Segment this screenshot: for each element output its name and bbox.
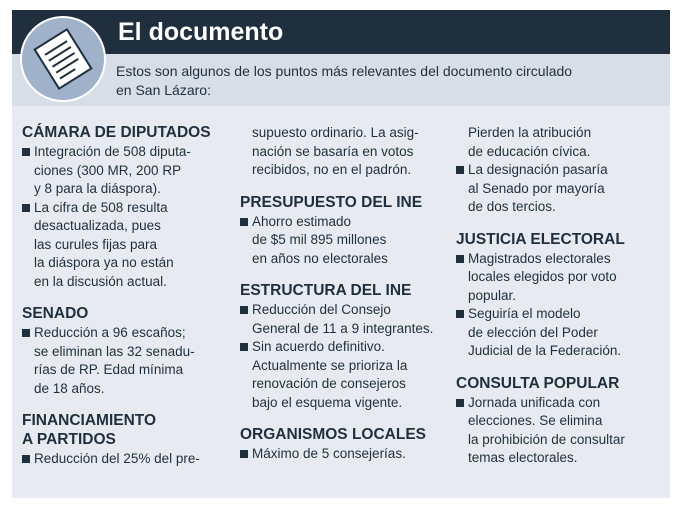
bullet-square-icon xyxy=(22,455,30,463)
bullet-line: de 18 años. xyxy=(34,380,105,396)
bullet-camara-1 xyxy=(22,143,227,162)
bullet-line: renovación de consejeros xyxy=(252,376,406,391)
bullet-line: General de 11 a 9 integrantes. xyxy=(252,320,434,336)
section-title-camara: CÁMARA DE DIPUTADOS xyxy=(22,124,211,141)
bullet-square-icon xyxy=(240,218,248,226)
bullet-camara-2 xyxy=(22,199,227,218)
bullet-line: de educación cívica. xyxy=(468,143,591,159)
bullet-estructura-2 xyxy=(240,338,440,357)
section-title-estructura: ESTRUCTURA DEL INE xyxy=(240,282,412,299)
bullet-line: Seguiría el modelo xyxy=(468,306,581,321)
bullet-presupuesto-1 xyxy=(240,213,440,232)
intro-line: Estos son algunos de los puntos más relevantes del documento circulado xyxy=(116,63,573,79)
bullet-line: temas electorales. xyxy=(468,450,578,465)
intro-text xyxy=(116,62,646,100)
bullet-square-icon xyxy=(456,255,464,263)
bullet-consulta-1 xyxy=(456,394,656,413)
bullet-senado-1 xyxy=(22,324,227,343)
column-3 xyxy=(456,124,656,468)
bullet-line: elecciones. Se elimina xyxy=(468,413,603,428)
section-title-organismos: ORGANISMOS LOCALES xyxy=(240,426,427,443)
bullet-line: supuesto ordinario. La asig- xyxy=(252,125,419,140)
bullet-line: se eliminan las 32 senadu- xyxy=(34,343,195,359)
bullet-justicia-2 xyxy=(456,305,656,324)
page-title: El documento xyxy=(118,18,284,46)
bullet-line: Reducción del 25% del pre- xyxy=(34,451,200,466)
bullet-line: de elección del Poder xyxy=(468,324,598,340)
bullet-line: La designación pasaría xyxy=(468,162,608,177)
section-title-financiamiento-2: A PARTIDOS xyxy=(22,431,116,448)
bullet-line: Reducción del Consejo xyxy=(252,302,391,317)
bullet-line: recibidos, no en el padrón. xyxy=(252,162,412,177)
bullet-line: la diáspora ya no están xyxy=(34,255,174,270)
bullet-line: popular. xyxy=(468,287,517,303)
bullet-financiamiento-1 xyxy=(22,450,227,469)
bullet-square-icon xyxy=(240,450,248,458)
bullet-line: Integración de 508 diputa- xyxy=(34,144,191,159)
bullet-line: Pierden la atribución xyxy=(468,125,592,140)
bullet-line: al Senado por mayoría xyxy=(468,180,605,196)
bullet-line: Reducción a 96 escaños; xyxy=(34,325,186,340)
bullet-line: las curules fijas para xyxy=(34,236,158,252)
bullet-square-icon xyxy=(240,343,248,351)
bullet-square-icon xyxy=(22,148,30,156)
bullet-line: la prohibición de consultar xyxy=(468,431,625,447)
bullet-line: y 8 para la diáspora). xyxy=(34,181,161,196)
bullet-line: Jornada unificada con xyxy=(468,394,601,410)
bullet-line: de dos tercios. xyxy=(468,199,556,214)
bullet-justicia-1 xyxy=(456,250,656,269)
bullet-line: locales elegidos por voto xyxy=(468,269,617,284)
section-title-consulta: CONSULTA POPULAR xyxy=(456,374,620,392)
bullet-line: rías de RP. Edad mínima xyxy=(34,362,184,377)
bullet-line: bajo el esquema vigente. xyxy=(252,394,403,410)
bullet-square-icon xyxy=(456,310,464,318)
bullet-line: Sin acuerdo definitivo. xyxy=(252,339,385,354)
section-title-financiamiento: FINANCIAMIENTO xyxy=(22,412,157,429)
bullet-line: La cifra de 508 resulta xyxy=(34,199,168,215)
column-2 xyxy=(240,124,440,464)
bullet-line: en años no electorales xyxy=(252,250,388,266)
bullet-line: en la discusión actual. xyxy=(34,273,167,289)
section-title-senado: SENADO xyxy=(22,305,89,322)
header-bar xyxy=(12,10,670,54)
bullet-line: nación se basaría en votos xyxy=(252,143,414,159)
bullet-square-icon xyxy=(456,166,464,174)
bullet-line: de $5 mil 895 millones xyxy=(252,232,387,247)
bullet-line: Máximo de 5 consejerías. xyxy=(252,446,406,461)
bullet-line: Ahorro estimado xyxy=(252,213,352,229)
section-title-justicia: JUSTICIA ELECTORAL xyxy=(456,230,625,248)
bullet-line: desactualizada, pues xyxy=(34,218,161,233)
bullet-square-icon xyxy=(22,329,30,337)
bullet-square-icon xyxy=(240,306,248,314)
section-title-presupuesto: PRESUPUESTO DEL INE xyxy=(240,193,423,211)
bullet-line: ciones (300 MR, 200 RP xyxy=(34,162,182,178)
bullet-organismos-2 xyxy=(456,161,656,180)
bullet-organismos-1 xyxy=(240,445,440,464)
bullet-line: Judicial de la Federación. xyxy=(468,343,622,358)
bullet-square-icon xyxy=(456,399,464,407)
bullet-line: Actualmente se prioriza la xyxy=(252,357,408,373)
document-icon xyxy=(20,16,106,102)
bullet-square-icon xyxy=(22,204,30,212)
bullet-estructura-1 xyxy=(240,301,440,320)
bullet-line: Magistrados electorales xyxy=(468,250,611,266)
intro-line: en San Lázaro: xyxy=(116,82,211,98)
column-1 xyxy=(22,124,227,469)
